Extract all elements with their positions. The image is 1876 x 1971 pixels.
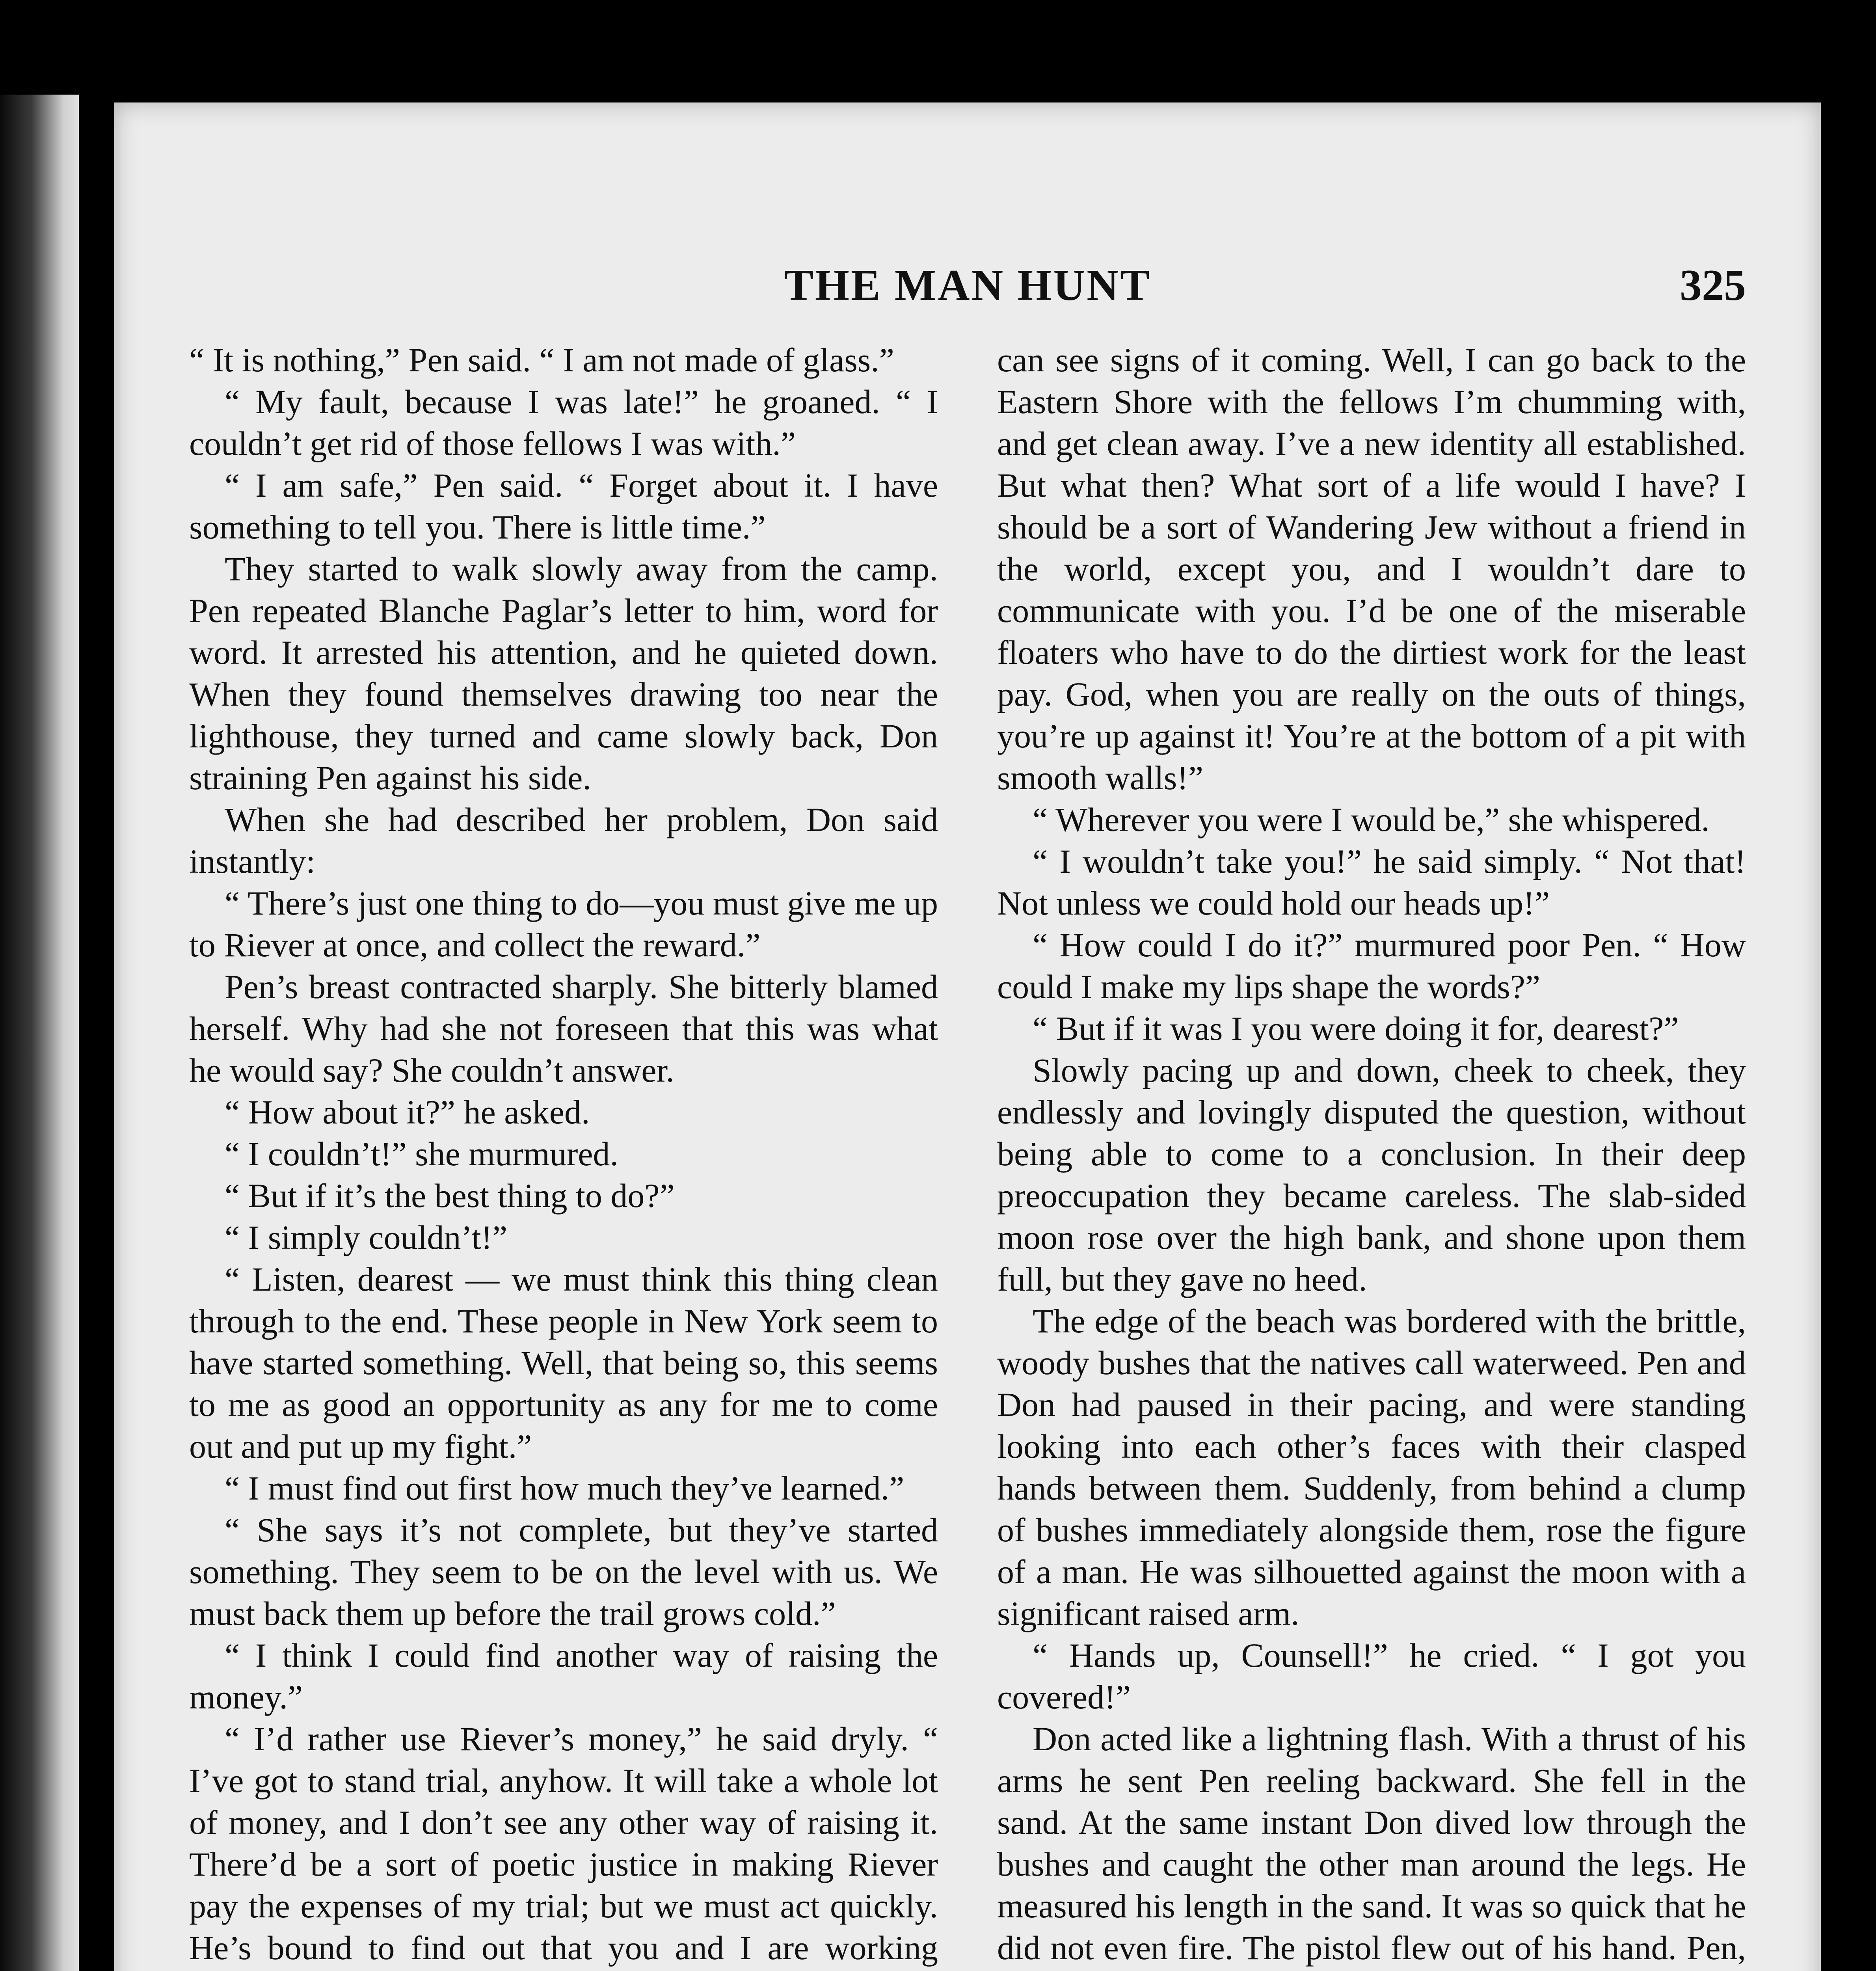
paragraph: Slowly pacing up and down, cheek to cheek, they endlessly and lovingly disputed the question, without being able to come to a conclusion. In their deep preoccupation they became careless. The slab-sided moon rose over the high bank, and shone upon them full, but they gave no heed. <box>997 1051 1746 1298</box>
paragraph: “ I wouldn’t take you!” he said simply. “ Not that! Not unless we could hold our heads up!” <box>997 842 1746 922</box>
paragraph: “ Listen, dearest — we must think this thing clean through to the end. These people in New York seem to have started something. Well, that being so, this seems to me as good an opportunity as any for me to come out and put up my fight.” <box>189 1260 938 1465</box>
paragraph: “ It is nothing,” Pen said. “ I am not made of glass.” <box>189 341 894 379</box>
paragraph: “ Wherever you were I would be,” she whispered. <box>1033 801 1710 838</box>
paragraph: “ I am safe,” Pen said. “ Forget about it. I have something to tell you. There is little time.” <box>189 466 938 546</box>
paragraph: Pen’s breast contracted sharply. She bitterly blamed herself. Why had she not foreseen that this was what he would say? She couldn’t answer. <box>189 968 938 1089</box>
page-content <box>189 260 1746 1971</box>
paragraph: “ She says it’s not complete, but they’ve started something. They seem to be on the level with us. We must back them up before the trail grows cold.” <box>189 1511 938 1632</box>
running-head-title: THE MAN HUNT <box>784 261 1151 310</box>
paragraph: They started to walk slowly away from the camp. Pen repeated Blanche Paglar’s letter to him, word for word. It arrested his attention, and he quieted down. When they found themselves drawing too near the lighthouse, they turned and came slowly back, Don straining Pen against his side. <box>189 550 938 797</box>
paragraph: “ But if it’s the best thing to do?” <box>225 1177 675 1215</box>
paragraph: “ I couldn’t!” she murmured. <box>225 1135 619 1173</box>
running-head <box>189 260 1746 331</box>
facing-page-edge <box>0 95 79 1971</box>
paragraph: “ My fault, because I was late!” he groaned. “ I couldn’t get rid of those fellows I was with.” <box>189 383 938 462</box>
paragraph: “ Hands up, Counsell!” he cried. “ I got you covered!” <box>997 1636 1746 1716</box>
book-page <box>114 102 1821 1971</box>
paragraph: The edge of the beach was bordered with the brittle, woody bushes that the natives call waterweed. Pen and Don had paused in their pacing, and were standing looking into each other’s faces with their clasped hands between them. Suddenly, from behind a clump of bushes immediately alongside them, rose the figure of a man. He was silhouetted against the moon with a significant raised arm. <box>997 1302 1746 1632</box>
right-column <box>997 339 1746 1971</box>
paragraph: “ How about it?” he asked. <box>225 1093 590 1131</box>
paragraph: Don acted like a lightning flash. With a thrust of his arms he sent Pen reeling backward. She fell in the sand. At the same instant Don dived low through the bushes and caught the other man around the legs. He measured his length in the sand. It was so quick that he did not even fire. The pistol flew out of his hand. Pen, <box>997 1720 1746 1967</box>
paragraph: “ I think I could find another way of raising the money.” <box>189 1636 938 1716</box>
paragraph: “ I must find out first how much they’ve learned.” <box>225 1469 904 1507</box>
text-columns <box>189 339 1746 1971</box>
paragraph: “ There’s just one thing to do—you must give me up to Riever at once, and collect the reward.” <box>189 884 938 964</box>
paragraph: can see signs of it coming. Well, I can go back to the Eastern Shore with the fellows I’m chumming with, and get clean away. I’ve a new identity all established. But what then? What sort of a life would I have? I should be a sort of Wandering Jew without a friend in the world, except you, and I wouldn’t dare to communicate with you. I’d be one of the miserable floaters who have to do the dirtiest work for the least pay. God, when you are really on the outs of things, you’re up against it! You’re at the bottom of a pit with smooth walls!” <box>997 341 1746 797</box>
paragraph: “ But if it was I you were doing it for, dearest?” <box>1033 1010 1679 1047</box>
paragraph: “ I simply couldn’t!” <box>225 1218 508 1256</box>
paragraph: “ I’d rather use Riever’s money,” he said dryly. “ I’ve got to stand trial, anyhow. It will take a whole lot of money, and I don’t see any other way of raising it. There’d be a sort of poetic justice in making Riever pay the expenses of my trial; but we must act quickly. He’s bound to find out that you and I are working <box>189 1720 938 1967</box>
page-number: 325 <box>1680 261 1746 310</box>
paragraph: When she had described her problem, Don said instantly: <box>189 801 938 880</box>
paragraph: “ How could I do it?” murmured poor Pen. “ How could I make my lips shape the words?” <box>997 926 1746 1006</box>
left-column <box>189 339 938 1971</box>
